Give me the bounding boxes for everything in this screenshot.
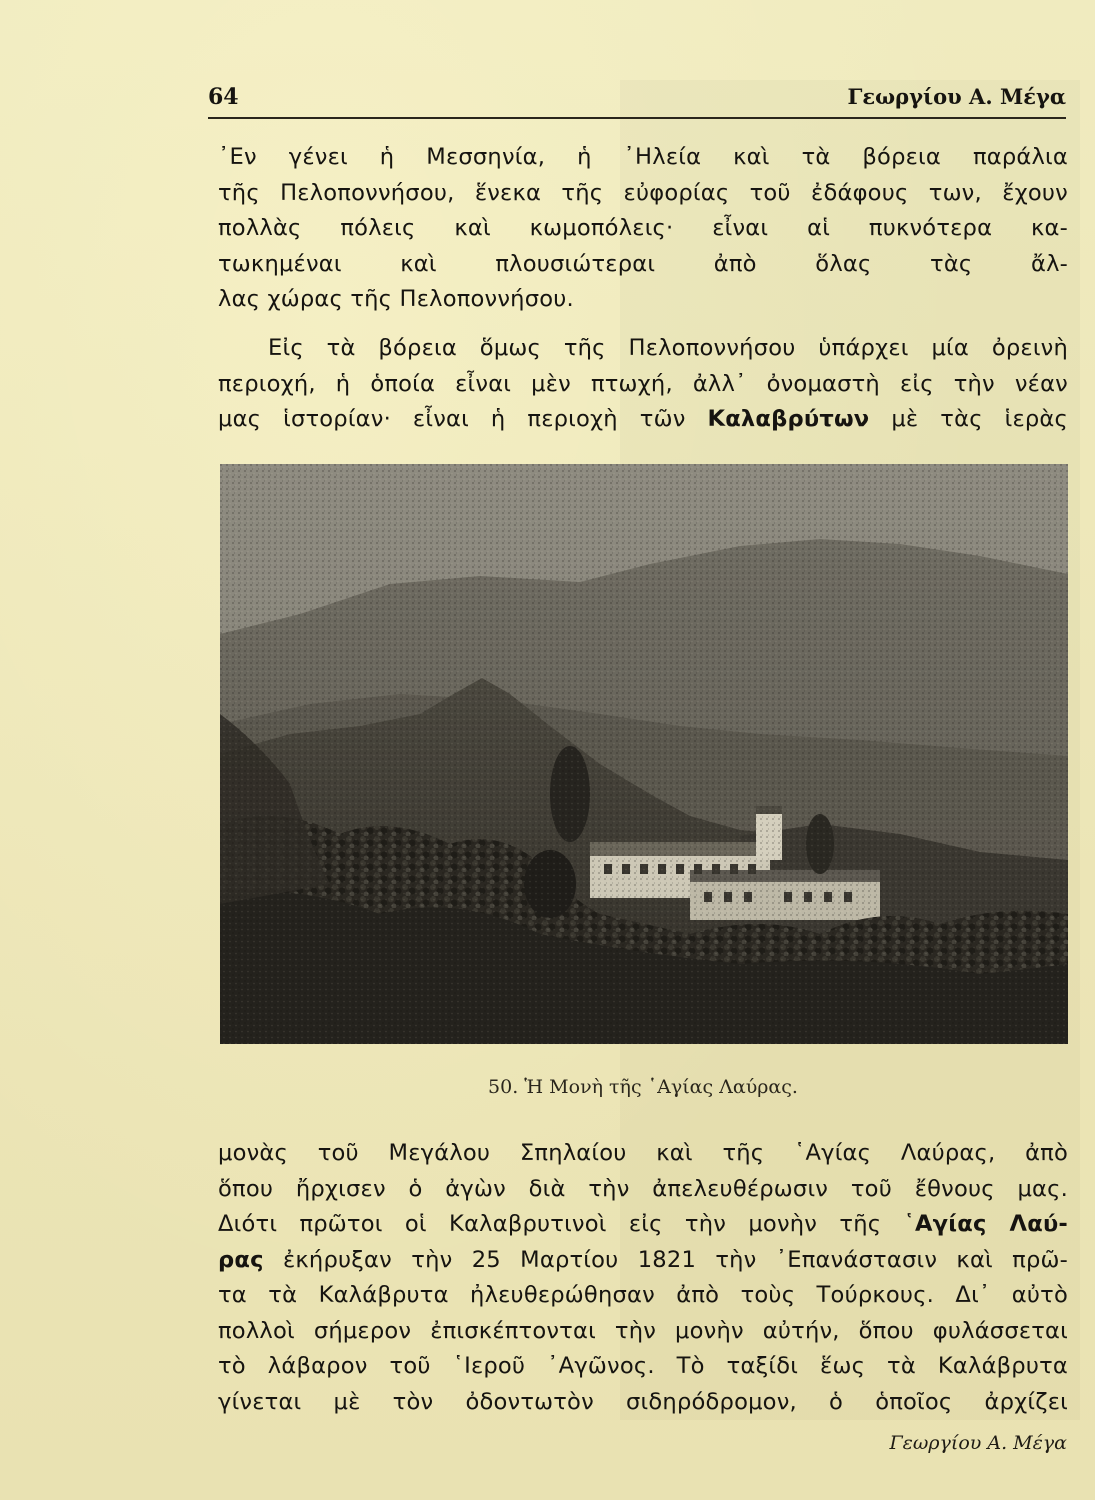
- text-line: μονὰς τοῦ Μεγάλου Σπηλαίου καὶ τῆς ῾Αγίας Λαύρας, ἀπὸ: [218, 1140, 1068, 1166]
- place-name-agia-lavra-cont: ρας: [218, 1246, 264, 1273]
- text-line: τωκημέναι καὶ πλουσιώτεραι ἀπὸ ὅλας τὰς ἄλ-: [218, 250, 1068, 277]
- text-run: ἐκήρυξαν τὴν 25 Μαρτίου 1821 τὴν ᾿Επανάστασιν καὶ πρῶ-: [263, 1246, 1068, 1273]
- text-line: [218, 1207, 1068, 1243]
- text-line: τὸ λάβαρον τοῦ ῾Ιεροῦ ᾿Αγῶνος. Τὸ ταξίδι ἕως τὰ Καλάβρυτα: [218, 1353, 1068, 1379]
- text-line: γίνεται μὲ τὸν ὀδοντωτὸν σιδηρόδρομον, ὁ ὁποῖος ἀρχίζει: [218, 1388, 1068, 1415]
- text-line: ᾿Εν γένει ἡ Μεσσηνία, ἡ ᾿Ηλεία καὶ τὰ βόρεια παράλια: [218, 144, 1068, 170]
- footer-signature: Γεωργίου Α. Μέγα: [889, 1432, 1067, 1454]
- text-line: πολλὰς πόλεις καὶ κωμοπόλεις· εἶναι αἱ πυκνότερα κα-: [218, 215, 1068, 241]
- monastery-photo: [220, 464, 1068, 1044]
- text-line: πολλοὶ σήμερον ἐπισκέπτονται τὴν μονὴν αὐτήν, ὅπου φυλάσσεται: [218, 1317, 1068, 1344]
- text-line: [218, 1243, 1068, 1279]
- figure-caption: 50. Ἡ Μονὴ τῆς ῾Αγίας Λαύρας.: [488, 1076, 798, 1098]
- header-rule: [208, 117, 1066, 119]
- paragraph-1: [218, 140, 1068, 318]
- text-line: Εἰς τὰ βόρεια ὅμως τῆς Πελοποννήσου ὑπάρχει μία ὀρεινὴ: [268, 335, 1068, 361]
- page-header: [208, 84, 1066, 114]
- text-line: τῆς Πελοποννήσου, ἕνεκα τῆς εὐφορίας τοῦ ἐδάφους των, ἔχουν: [218, 179, 1068, 206]
- paragraph-3: [218, 1136, 1068, 1420]
- place-name-kalavryta: Καλαβρύτων: [707, 406, 870, 432]
- place-name-agia-lavra: ῾Αγίας Λαύ-: [903, 1211, 1068, 1237]
- text-run: Διότι πρῶτοι οἱ Καλαβρυτινοὶ εἰς τὴν μονὴν τῆς: [218, 1211, 904, 1237]
- text-run: μὲ τὰς ἱερὰς: [869, 406, 1068, 432]
- text-run: μας ἱστορίαν· εἶναι ἡ περιοχὴ τῶν: [218, 406, 708, 432]
- text-line: λας χώρας τῆς Πελοποννήσου.: [218, 286, 574, 312]
- monastery-photo-image: [220, 464, 1068, 1044]
- running-head: Γεωργίου Α. Μέγα: [847, 84, 1066, 109]
- text-line: [218, 402, 1068, 438]
- paragraph-2: [218, 331, 1068, 438]
- text-line: ὅπου ἤρχισεν ὁ ἀγὼν διὰ τὴν ἀπελευθέρωσιν τοῦ ἔθνους μας.: [218, 1175, 1068, 1202]
- text-line: τα τὰ Καλάβρυτα ἠλευθερώθησαν ἀπὸ τοὺς Τούρκους. Δι᾿ αὐτὸ: [218, 1282, 1068, 1308]
- text-line: περιοχή, ἡ ὁποία εἶναι μὲν πτωχή, ἀλλ᾿ ὀνομαστὴ εἰς τὴν νέαν: [218, 370, 1068, 397]
- page-number: 64: [208, 84, 239, 110]
